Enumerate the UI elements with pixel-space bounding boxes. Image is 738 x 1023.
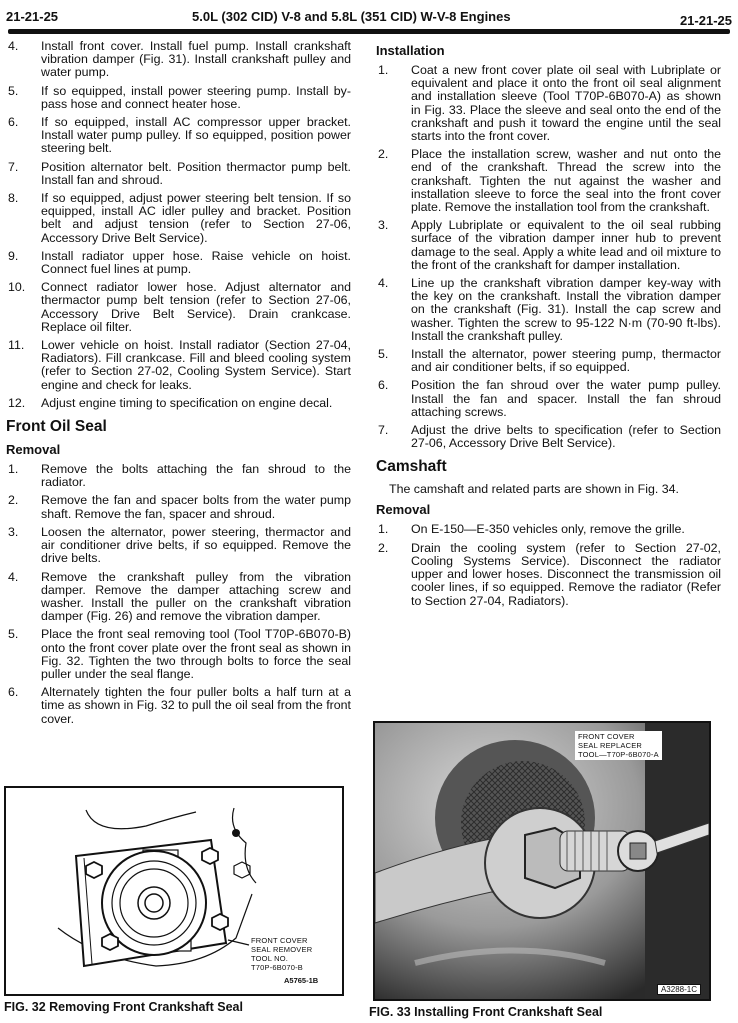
list-item xyxy=(376,148,721,214)
step-number: 11. xyxy=(8,338,25,353)
list-item xyxy=(6,494,351,520)
step-text: Drain the cooling system (refer to Section 27-02, Cooling Systems Service). Disconnect the radiator upper and lower hoses. Disconnect the transmission oil cooler lines, if so equipped. Remove the radiator (Refer to Section 27-04, Radiators). xyxy=(411,540,721,608)
fig33-callout xyxy=(575,731,662,760)
step-number: 5. xyxy=(378,347,389,362)
step-text: If so equipped, install AC compressor upper bracket. Install water pump pulley. If so equipped, position power steering belt. xyxy=(41,115,351,156)
section-title-camshaft: Camshaft xyxy=(376,458,447,476)
list-item xyxy=(6,571,351,624)
step-text: Connect radiator lower hose. Adjust alternator and thermactor pump belt tension (refer to Section 27-06, Accessory Drive Belt Service). Drain crankcase. Replace oil filter. xyxy=(41,280,351,334)
step-number: 6. xyxy=(8,115,19,130)
step-number: 2. xyxy=(378,540,389,555)
figure-32-caption: FIG. 32 Removing Front Crankshaft Seal xyxy=(4,1000,243,1014)
step-text: Alternately tighten the four puller bolts a half turn at a time as shown in Fig. 32 to pull the oil seal from the front cover. xyxy=(41,685,351,726)
step-number: 2. xyxy=(378,147,389,162)
removal-steps-list xyxy=(6,463,351,726)
header-rule xyxy=(8,29,730,34)
callout-line: TOOL—T70P-6B070-A xyxy=(578,750,659,759)
callout-line: FRONT COVER xyxy=(251,936,308,945)
section-title-front-oil-seal: Front Oil Seal xyxy=(6,418,107,436)
camshaft-intro: The camshaft and related parts are shown in Fig. 34. xyxy=(389,482,679,497)
step-text: If so equipped, adjust power steering belt tension. If so equipped, install AC idler pulley and bracket. Position belt and adjust tension (refer to Section 27-06, Accessory Drive Belt Service). xyxy=(41,191,351,245)
callout-line: SEAL REMOVER xyxy=(251,945,313,954)
step-number: 10. xyxy=(8,280,26,295)
left-column xyxy=(6,40,351,731)
list-item xyxy=(6,116,351,156)
list-item xyxy=(6,628,351,681)
step-number: 3. xyxy=(8,524,19,539)
list-item xyxy=(376,523,721,536)
list-item xyxy=(376,64,721,143)
list-item xyxy=(376,348,721,374)
step-text: Line up the crankshaft vibration damper key-way with the key on the crankshaft. Install the vibration damper on the crankshaft (Fig. 31). Install the cap screw and washer. Tighten the screw to 95-122 N·m (70-90 ft-lbs). Install the crankshaft pulley. xyxy=(411,276,721,343)
list-item xyxy=(6,526,351,566)
list-item xyxy=(376,277,721,343)
list-item xyxy=(6,192,351,245)
list-item xyxy=(376,219,721,272)
installation-steps-list xyxy=(376,64,721,450)
step-text: If so equipped, install power steering pump. Install by-pass hose and connect heater hose. xyxy=(41,83,351,111)
step-number: 3. xyxy=(378,218,389,233)
step-text: Install front cover. Install fuel pump. Install crankshaft vibration damper (Fig. 31). Install crankshaft pulley and water pump. xyxy=(41,39,351,80)
step-number: 1. xyxy=(378,63,389,77)
step-text: Install radiator upper hose. Raise vehicle on hoist. Connect fuel lines at pump. xyxy=(41,248,351,277)
callout-line: T70P-6B070-B xyxy=(251,963,304,972)
list-item xyxy=(6,339,351,392)
step-number: 8. xyxy=(8,191,19,206)
figure-33-caption: FIG. 33 Installing Front Crankshaft Seal xyxy=(369,1005,603,1019)
step-text: Loosen the alternator, power steering, thermactor and air conditioner drive belts, if so equipped. Remove the drive belts. xyxy=(41,524,351,566)
subsection-title-camshaft-removal: Removal xyxy=(376,502,431,518)
list-item xyxy=(6,161,351,187)
step-text: Remove the fan and spacer bolts from the water pump shaft. Remove the fan, spacer and shroud. xyxy=(41,493,351,521)
step-number: 1. xyxy=(8,462,19,477)
list-item xyxy=(6,397,351,410)
figure-33-photo xyxy=(373,721,711,1001)
list-item xyxy=(6,250,351,276)
step-text: Coat a new front cover plate oil seal with Lubriplate or equivalent and place it onto the front oil seal alignment and installation sleeve (Tool T70P-6B070-A) as shown in Fig. 33. Place the sleeve and seal onto the end of the crankshaft and push it toward the engine until the seal starts into the front cover. xyxy=(411,63,721,144)
callout-line: TOOL NO. xyxy=(251,954,289,963)
step-number: 4. xyxy=(8,569,19,584)
list-item xyxy=(6,40,351,80)
step-text: Place the front seal removing tool (Tool T70P-6B070-B) onto the front cover plate over the front seal as shown in Fig. 32. Tighten the two through bolts to force the seal puller under the seal flange. xyxy=(41,627,351,681)
step-number: 12. xyxy=(8,395,26,410)
step-text: Place the installation screw, washer and nut onto the end of the crankshaft. Thread the screw into the crankshaft. Tighten the nut against the washer and installation sleeve to force the seal into the front cover plate. Remove the installation tool from the crankshaft. xyxy=(411,147,721,215)
step-number: 7. xyxy=(378,423,389,438)
list-item xyxy=(6,686,351,726)
fig32-code: A5765-1B xyxy=(284,976,319,985)
list-item xyxy=(6,281,351,334)
step-number: 9. xyxy=(8,248,19,263)
step-number: 5. xyxy=(8,83,19,98)
step-text: Adjust engine timing to specification on engine decal. xyxy=(41,395,333,410)
subsection-title-removal: Removal xyxy=(6,442,61,458)
callout-line: SEAL REPLACER xyxy=(578,741,643,750)
page-number-left: 21-21-25 xyxy=(6,9,59,24)
step-text: Position the fan shroud over the water pump pulley. Install the fan and spacer. Install the fan shroud attaching screws. xyxy=(411,378,721,419)
list-item xyxy=(376,542,721,608)
step-text: Adjust the drive belts to specification (refer to Section 27-06, Accessory Drive Belt Service). xyxy=(411,423,721,451)
page-header xyxy=(0,0,738,38)
subsection-title-installation: Installation xyxy=(376,43,445,58)
step-text: Install the alternator, power steering pump, thermactor and air conditioner belts, if so equipped. xyxy=(411,347,721,375)
right-column xyxy=(376,40,721,613)
step-text: Lower vehicle on hoist. Install radiator (Section 27-04, Radiators). Fill crankcase. Fill and bleed cooling system (refer to Section 27-02, Cooling System Service). Start engine and check for leaks. xyxy=(41,338,351,392)
step-text: Position alternator belt. Position thermactor pump belt. Install fan and shroud. xyxy=(41,159,351,187)
page-number-right: 21-21-25 xyxy=(679,13,732,28)
camshaft-removal-steps-list xyxy=(376,523,721,607)
continued-steps-list xyxy=(6,40,351,410)
callout-line: FRONT COVER xyxy=(578,732,635,741)
fig33-code: A3288-1C xyxy=(657,984,701,995)
step-number: 6. xyxy=(8,685,19,700)
fig32-callout xyxy=(251,936,312,972)
step-number: 7. xyxy=(8,159,19,174)
step-text: On E-150—E-350 vehicles only, remove the grille. xyxy=(411,522,685,537)
step-number: 5. xyxy=(8,627,19,642)
figure-32-illustration xyxy=(4,786,344,996)
step-text: Apply Lubriplate or equivalent to the oil seal rubbing surface of the vibration damper inner hub to prevent damage to the seal. Apply a white lead and oil mixture to the front of the crankshaft for damper installation. xyxy=(411,218,721,272)
list-item xyxy=(6,463,351,489)
list-item xyxy=(376,379,721,419)
list-item xyxy=(6,85,351,111)
list-item xyxy=(376,424,721,450)
step-number: 2. xyxy=(8,493,19,508)
step-text: Remove the bolts attaching the fan shroud to the radiator. xyxy=(41,462,351,490)
step-number: 1. xyxy=(378,522,389,537)
page-title: 5.0L (302 CID) V-8 and 5.8L (351 CID) W-V-8 Engines xyxy=(192,9,511,24)
seal-replacer-photo xyxy=(375,723,709,999)
step-text: Remove the crankshaft pulley from the vibration damper. Remove the damper attaching screw and washer. Install the puller on the crankshaft vibration damper (Fig. 26) and remove the vibration damper. xyxy=(41,569,351,624)
step-number: 4. xyxy=(8,39,19,53)
step-number: 4. xyxy=(378,276,389,291)
step-number: 6. xyxy=(378,378,389,393)
